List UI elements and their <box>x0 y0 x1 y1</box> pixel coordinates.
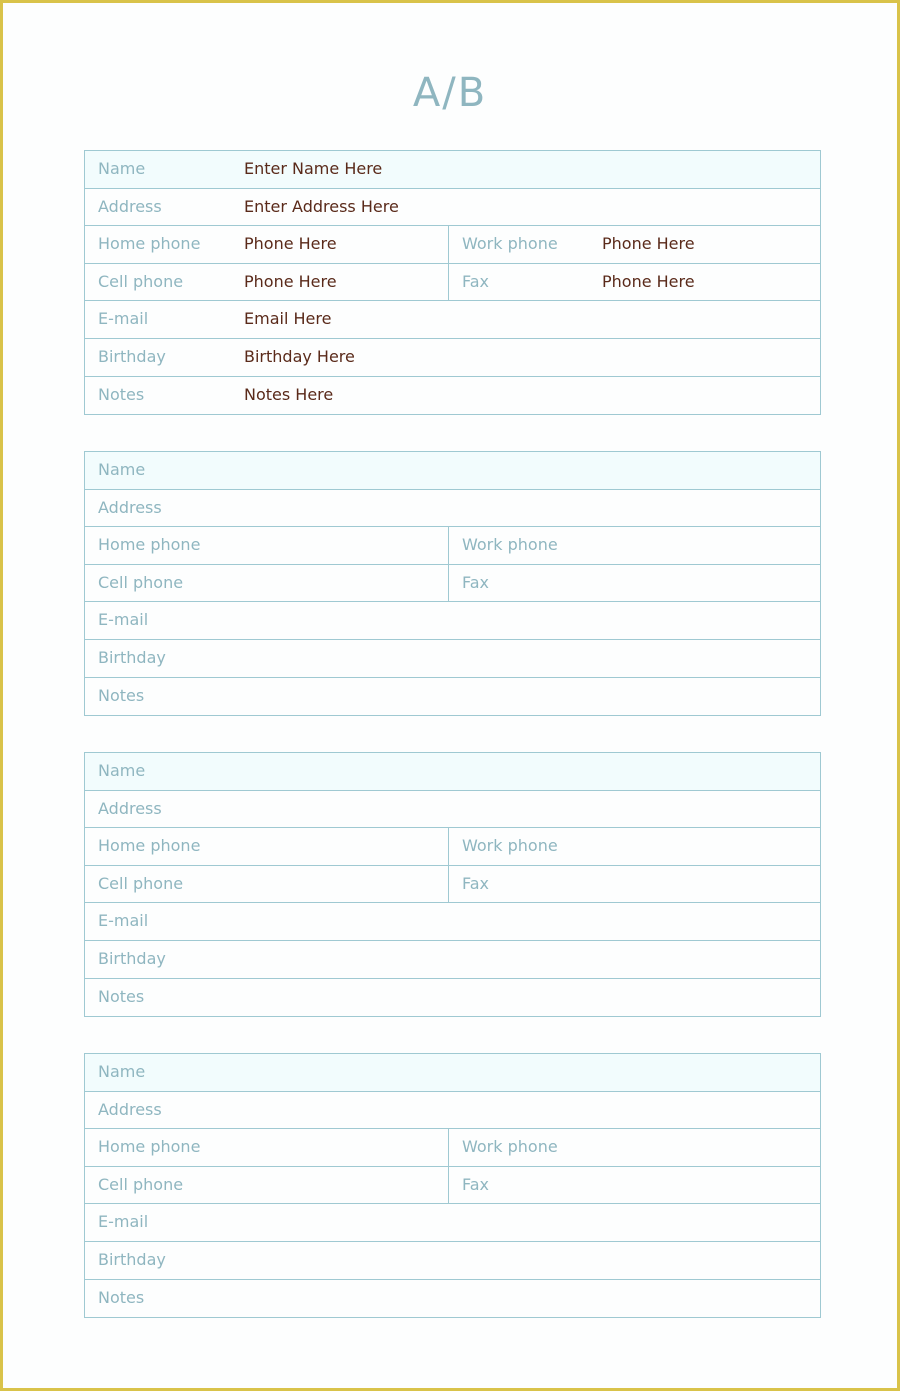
work-phone-value[interactable]: Phone Here <box>602 234 695 254</box>
column-divider <box>448 866 449 903</box>
column-divider <box>448 264 449 301</box>
home-phone-label: Home phone <box>98 1137 201 1157</box>
cell-phone-label: Cell phone <box>98 572 184 592</box>
column-divider <box>448 226 449 263</box>
name-row <box>85 1054 820 1092</box>
birthday-label: Birthday <box>98 948 166 968</box>
birthday-row <box>85 941 820 979</box>
email-label: E-mail <box>98 1212 149 1232</box>
name-label: Name <box>98 460 146 479</box>
notes-row <box>85 377 820 415</box>
address-value[interactable]: Enter Address Here <box>244 196 399 216</box>
work-phone-label: Work phone <box>462 1137 558 1157</box>
email-label: E-mail <box>98 911 149 931</box>
contact-card-1 <box>84 150 821 415</box>
birthday-row <box>85 1242 820 1280</box>
email-row <box>85 301 820 339</box>
notes-value[interactable]: Notes Here <box>244 384 334 404</box>
cell-fax-row <box>85 565 820 603</box>
cell-phone-label: Cell phone <box>98 271 184 291</box>
name-value[interactable]: Enter Name Here <box>244 159 383 178</box>
address-label: Address <box>98 798 162 818</box>
address-row <box>85 189 820 227</box>
cell-phone-value[interactable]: Phone Here <box>244 271 337 291</box>
address-row <box>85 791 820 829</box>
email-row <box>85 602 820 640</box>
cell-phone-label: Cell phone <box>98 1174 184 1194</box>
home-phone-value[interactable]: Phone Here <box>244 234 337 254</box>
email-label: E-mail <box>98 309 149 329</box>
home-work-phone-row <box>85 527 820 565</box>
work-phone-label: Work phone <box>462 836 558 856</box>
column-divider <box>448 1129 449 1166</box>
work-phone-label: Work phone <box>462 535 558 555</box>
birthday-row <box>85 640 820 678</box>
notes-row <box>85 678 820 716</box>
contact-card-2 <box>84 451 821 716</box>
column-divider <box>448 565 449 602</box>
name-row <box>85 753 820 791</box>
email-row <box>85 1204 820 1242</box>
home-work-phone-row <box>85 828 820 866</box>
home-work-phone-row <box>85 226 820 264</box>
address-label: Address <box>98 497 162 517</box>
birthday-label: Birthday <box>98 346 166 366</box>
address-row <box>85 1092 820 1130</box>
name-row <box>85 151 820 189</box>
home-phone-label: Home phone <box>98 234 201 254</box>
name-label: Name <box>98 159 146 178</box>
fax-label: Fax <box>462 873 490 893</box>
address-label: Address <box>98 1099 162 1119</box>
notes-row <box>85 1280 820 1318</box>
birthday-value[interactable]: Birthday Here <box>244 346 355 366</box>
work-phone-label: Work phone <box>462 234 558 254</box>
cell-fax-row <box>85 1167 820 1205</box>
email-row <box>85 903 820 941</box>
contact-card-4 <box>84 1053 821 1318</box>
fax-value[interactable]: Phone Here <box>602 271 695 291</box>
contact-card-3 <box>84 752 821 1017</box>
fax-label: Fax <box>462 572 490 592</box>
page-title: A/B <box>412 70 488 116</box>
cell-fax-row <box>85 866 820 904</box>
name-label: Name <box>98 761 146 780</box>
notes-row <box>85 979 820 1017</box>
home-phone-label: Home phone <box>98 535 201 555</box>
fax-label: Fax <box>462 1174 490 1194</box>
cell-phone-label: Cell phone <box>98 873 184 893</box>
name-row <box>85 452 820 490</box>
home-phone-label: Home phone <box>98 836 201 856</box>
notes-label: Notes <box>98 384 145 404</box>
home-work-phone-row <box>85 1129 820 1167</box>
birthday-label: Birthday <box>98 647 166 667</box>
address-label: Address <box>98 196 162 216</box>
cell-fax-row <box>85 264 820 302</box>
column-divider <box>448 828 449 865</box>
birthday-label: Birthday <box>98 1249 166 1269</box>
column-divider <box>448 1167 449 1204</box>
notes-label: Notes <box>98 986 145 1006</box>
fax-label: Fax <box>462 271 490 291</box>
name-label: Name <box>98 1062 146 1081</box>
column-divider <box>448 527 449 564</box>
address-row <box>85 490 820 528</box>
email-value[interactable]: Email Here <box>244 309 332 329</box>
birthday-row <box>85 339 820 377</box>
email-label: E-mail <box>98 610 149 630</box>
notes-label: Notes <box>98 1287 145 1307</box>
notes-label: Notes <box>98 685 145 705</box>
